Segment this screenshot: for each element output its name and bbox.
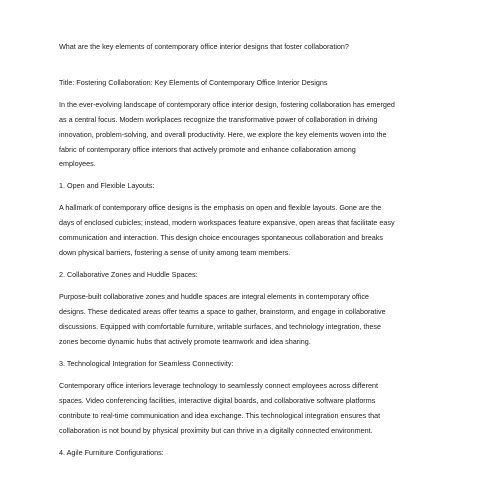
intro-line: innovation, problem-solving, and overall productivity. Here, we explore the key elements woven into the [59,130,387,139]
section-2-line: zones become dynamic hubs that actively promote teamwork and idea sharing. [59,337,311,346]
intro-line: fabric of contemporary office interiors that actively promote and enhance collaboration among [59,145,356,154]
intro-line: In the ever-evolving landscape of contemporary office interior design, fostering collaboration has emerged [59,100,395,109]
section-heading-3: 3. Technological Integration for Seamless Connectivity: [59,359,234,368]
section-3-line: spaces. Video conferencing facilities, interactive digital boards, and collaborative software platforms [59,396,376,405]
section-2-line: Purpose-built collaborative zones and huddle spaces are integral elements in contemporary office [59,292,369,301]
section-heading-4: 4. Agile Furniture Configurations: [59,448,164,457]
section-1-line: A hallmark of contemporary office designs is the emphasis on open and flexible layouts. Gone are the [59,203,382,212]
document-title: Title: Fostering Collaboration: Key Elements of Contemporary Office Interior Designs [59,78,328,87]
intro-line: employees. [59,159,96,168]
section-3-line: Contemporary office interiors leverage technology to seamlessly connect employees across different [59,381,378,390]
section-heading-1: 1. Open and Flexible Layouts: [59,181,155,190]
question-text: What are the key elements of contemporary office interior designs that foster collaboration? [59,42,349,51]
section-3-line: contribute to real-time communication and idea exchange. This technological integration ensures that [59,411,381,420]
section-heading-2: 2. Collaborative Zones and Huddle Spaces: [59,270,198,279]
intro-line: as a central focus. Modern workplaces recognize the transformative power of collaboration in driving [59,115,378,124]
section-2-line: discussions. Equipped with comfortable furniture, writable surfaces, and technology integration, these [59,322,382,331]
section-2-line: designs. These dedicated areas offer teams a space to gather, brainstorm, and engage in collaborative [59,307,386,316]
section-3-line: collaboration is not bound by physical proximity but can thrive in a digitally connected environment. [59,426,373,435]
section-1-line: down physical barriers, fostering a sense of unity among team members. [59,248,291,257]
section-1-line: communication and interaction. This design choice encourages spontaneous collaboration and breaks [59,233,383,242]
section-1-line: days of enclosed cubicles; instead, modern workspaces feature expansive, open areas that facilitate easy [59,218,395,227]
